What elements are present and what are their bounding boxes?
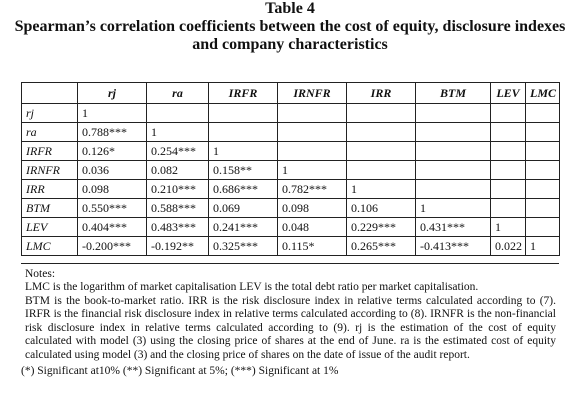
row-header-irfr: IRFR	[22, 142, 78, 161]
table-cell: 1	[491, 218, 526, 237]
table-cell: 0.788***	[78, 123, 147, 142]
table-cell: -0.192**	[147, 237, 209, 256]
table-cell	[526, 218, 560, 237]
table-cell	[491, 104, 526, 123]
table-cell: 0.036	[78, 161, 147, 180]
table-cell: 0.431***	[416, 218, 491, 237]
table-cell: 0.686***	[209, 180, 278, 199]
column-header-lev: LEV	[491, 83, 526, 104]
table-cell	[347, 161, 416, 180]
header-corner-cell	[22, 83, 78, 104]
column-header-irnfr: IRNFR	[278, 83, 347, 104]
table-cell	[416, 123, 491, 142]
table-cell	[526, 199, 560, 218]
table-row-lev	[22, 218, 560, 237]
table-cell: 0.254***	[147, 142, 209, 161]
table-cell	[278, 104, 347, 123]
table-title-line-1: Spearman’s correlation coefficients between the cost of equity, disclosure indexes	[14, 18, 566, 35]
table-cell: 0.588***	[147, 199, 209, 218]
table-cell	[526, 104, 560, 123]
table-cell: 0.115*	[278, 237, 347, 256]
table-cell	[491, 161, 526, 180]
table-cell: 0.483***	[147, 218, 209, 237]
row-header-ra: ra	[22, 123, 78, 142]
table-cell: 0.550***	[78, 199, 147, 218]
table-cell	[347, 123, 416, 142]
table-row-btm	[22, 199, 560, 218]
table-row-irfr	[22, 142, 560, 161]
column-header-lmc: LMC	[526, 83, 560, 104]
table-cell: 0.022	[491, 237, 526, 256]
table-cell: 0.210***	[147, 180, 209, 199]
table-cell: 0.069	[209, 199, 278, 218]
table-title-block	[0, 0, 580, 54]
table-cell	[526, 180, 560, 199]
row-header-btm: BTM	[22, 199, 78, 218]
table-title-line-2: and company characteristics	[192, 36, 388, 53]
table-cell	[526, 123, 560, 142]
note-definitions-indexes: BTM is the book-to-market ratio. IRR is the risk disclosure index in relative terms calculated according to (7). IRFR is the financial risk disclosure index in relative terms calculated according to (8). IRNFR is the non-financial risk disclosure index in relative terms calculated according to (9).	[25, 294, 556, 334]
table-cell: 0.098	[278, 199, 347, 218]
correlation-table-body	[22, 83, 560, 256]
table-row-ra	[22, 123, 560, 142]
note-definition-ra: ra is the estimated cost of equity calculated using model (3) and the closing price of shares on the date of issue of the audit report.	[25, 335, 556, 361]
table-row-irnfr	[22, 161, 560, 180]
row-header-rj: rj	[22, 104, 78, 123]
table-cell	[491, 199, 526, 218]
table-cell: 1	[78, 104, 147, 123]
table-cell	[491, 180, 526, 199]
table-cell: 0.241***	[209, 218, 278, 237]
table-cell	[416, 104, 491, 123]
table-cell: 0.782***	[278, 180, 347, 199]
table-cell	[491, 142, 526, 161]
table-notes	[21, 263, 559, 407]
notes-heading: Notes:	[25, 268, 56, 280]
table-cell	[526, 161, 560, 180]
column-header-btm: BTM	[416, 83, 491, 104]
correlation-table	[21, 82, 560, 256]
table-cell: 0.265***	[347, 237, 416, 256]
table-cell: 0.325***	[209, 237, 278, 256]
table-cell	[491, 123, 526, 142]
table-cell: -0.413***	[416, 237, 491, 256]
table-cell: 1	[278, 161, 347, 180]
table-cell: 1	[347, 180, 416, 199]
table-row-irr	[22, 180, 560, 199]
table-cell: 0.098	[78, 180, 147, 199]
table-cell: 0.229***	[347, 218, 416, 237]
table-cell	[209, 123, 278, 142]
column-header-irfr: IRFR	[209, 83, 278, 104]
table-cell: 0.158**	[209, 161, 278, 180]
table-number: Table 4	[265, 0, 315, 17]
column-header-ra: ra	[147, 83, 209, 104]
table-cell	[347, 104, 416, 123]
table-cell	[416, 142, 491, 161]
notes-body	[21, 281, 559, 363]
table-cell: 1	[526, 237, 560, 256]
table-row-rj	[22, 104, 560, 123]
table-header-row	[22, 83, 560, 104]
table-cell: 0.404***	[78, 218, 147, 237]
column-header-rj: rj	[78, 83, 147, 104]
table-cell	[347, 142, 416, 161]
table-cell: 0.106	[347, 199, 416, 218]
table-cell: 1	[147, 123, 209, 142]
column-header-irr: IRR	[347, 83, 416, 104]
table-cell	[526, 142, 560, 161]
note-definitions-lmc-lev: LMC is the logarithm of market capitalisation LEV is the total debt ratio per market capitalisation.	[25, 281, 479, 293]
table-cell	[278, 123, 347, 142]
table-cell: 0.126*	[78, 142, 147, 161]
row-header-irnfr: IRNFR	[22, 161, 78, 180]
table-cell	[416, 161, 491, 180]
significance-legend: (*) Significant at10% (**) Significant at 5%; (***) Significant at 1%	[21, 364, 339, 377]
table-cell: 1	[209, 142, 278, 161]
table-row-lmc	[22, 237, 560, 256]
table-cell	[147, 104, 209, 123]
row-header-lmc: LMC	[22, 237, 78, 256]
table-cell: 0.082	[147, 161, 209, 180]
note-definition-rj: rj is the estimation of the cost of equity calculated with model (3) using the closing price of shares at the end of June.	[25, 321, 556, 348]
table-cell	[416, 180, 491, 199]
row-header-irr: IRR	[22, 180, 78, 199]
table-cell: 0.048	[278, 218, 347, 237]
table-cell: 1	[416, 199, 491, 218]
table-cell	[209, 104, 278, 123]
table-cell: -0.200***	[78, 237, 147, 256]
row-header-lev: LEV	[22, 218, 78, 237]
table-cell	[278, 142, 347, 161]
